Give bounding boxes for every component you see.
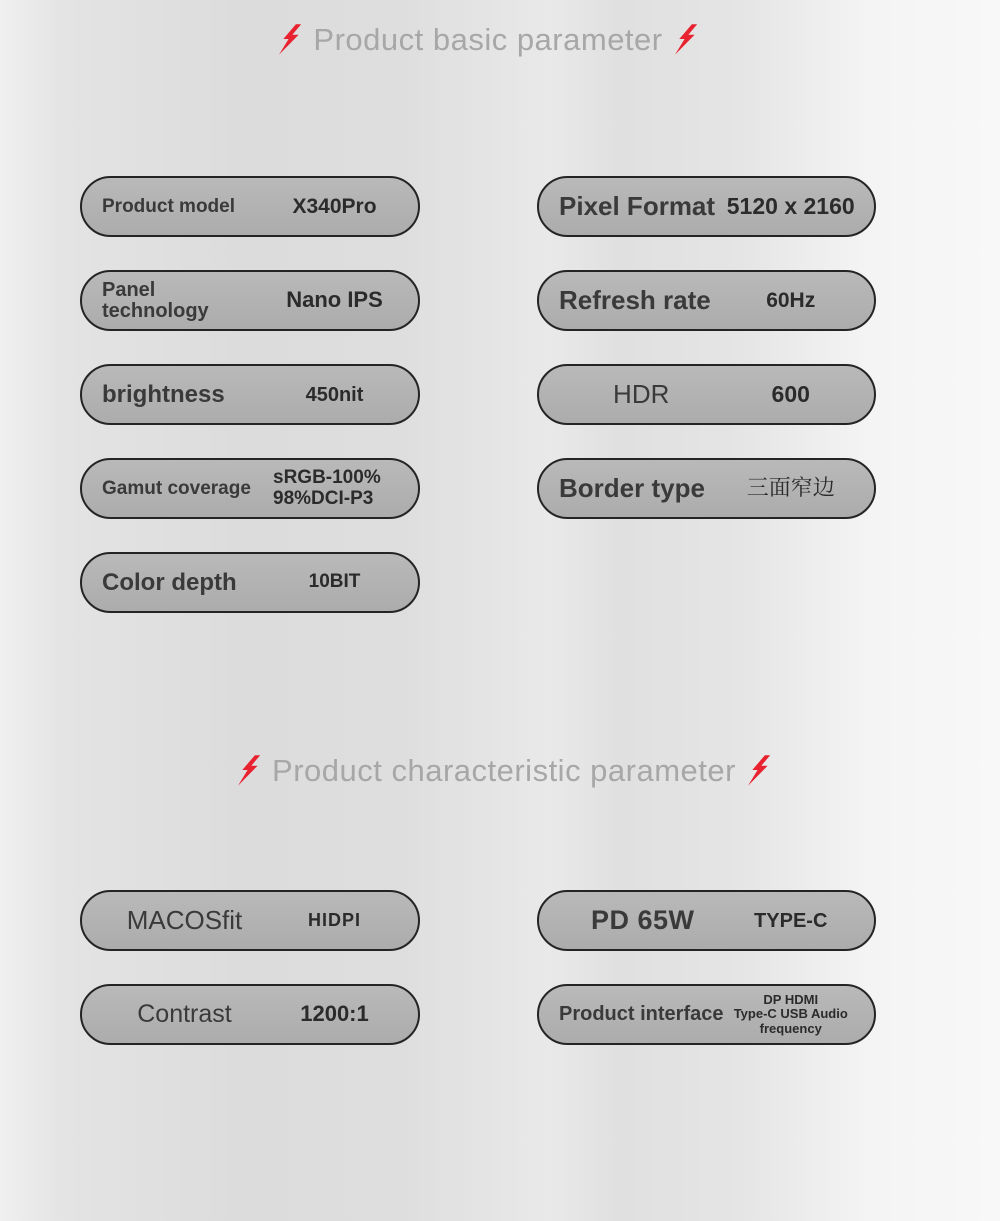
section-title-text: Product characteristic parameter <box>272 753 736 788</box>
basic-left-column <box>80 176 420 613</box>
spec-label: HDR <box>613 378 670 409</box>
spec-value <box>723 993 858 1036</box>
spec-label: Product model <box>102 195 236 217</box>
spec-value: Nano IPS <box>286 287 383 313</box>
basic-right-column <box>537 176 876 519</box>
spec-value: HIDPI <box>307 909 361 930</box>
spec-pill-brightness <box>80 364 420 425</box>
spec-pill-panel-technology <box>80 270 420 331</box>
lightning-icon <box>237 755 261 787</box>
characteristic-right-column <box>537 890 876 1045</box>
spec-label: PD 65W <box>591 905 695 936</box>
spec-pill-product-model <box>80 176 420 237</box>
spec-label: Gamut coverage <box>102 477 251 499</box>
spec-label: Refresh rate <box>559 284 711 315</box>
lightning-icon <box>673 24 697 56</box>
spec-value-line1: sRGB-100% <box>273 466 381 488</box>
lightning-icon <box>747 755 771 787</box>
spec-value: 1200:1 <box>300 1001 369 1027</box>
spec-pill-pixel-format <box>537 176 876 237</box>
spec-pill-hdr <box>537 364 876 425</box>
section-title-characteristic <box>4 753 1000 789</box>
spec-value-line1: DP HDMI <box>763 992 819 1008</box>
spec-value: 600 <box>771 380 810 407</box>
spec-pill-border-type <box>537 458 876 519</box>
spec-value: 三面窄边 <box>746 475 835 501</box>
section-title-text: Product basic parameter <box>313 22 663 57</box>
spec-pill-color-depth <box>80 552 420 613</box>
spec-value <box>267 468 402 510</box>
spec-label: Border type <box>559 472 705 503</box>
spec-label: MACOSfit <box>126 904 243 935</box>
spec-label: brightness <box>102 380 225 408</box>
spec-pill-contrast <box>80 984 420 1045</box>
characteristic-left-column <box>80 890 420 1045</box>
section-title-basic <box>0 22 988 58</box>
spec-label: Pixel Format <box>559 190 716 221</box>
spec-pill-macosfit <box>80 890 420 951</box>
spec-pill-gamut-coverage <box>80 458 420 519</box>
spec-value: 450nit <box>305 383 364 406</box>
spec-pill-product-interface <box>537 984 876 1045</box>
lightning-icon <box>278 24 302 56</box>
spec-value-line2: 98%DCI-P3 <box>273 487 374 509</box>
spec-value: 5120 x 2160 <box>726 192 855 219</box>
spec-pill-refresh-rate <box>537 270 876 331</box>
spec-pill-pd65w <box>537 890 876 951</box>
spec-label: Color depth <box>102 568 237 596</box>
spec-value: 10BIT <box>308 571 361 593</box>
spec-value: TYPE-C <box>754 909 828 932</box>
spec-value: X340Pro <box>292 194 377 218</box>
spec-value-line2: Type-C USB Audio frequency <box>733 1006 848 1036</box>
spec-label: Panel technology <box>102 278 209 322</box>
spec-value: 60Hz <box>766 288 816 312</box>
spec-label: Product interface <box>559 1003 724 1025</box>
spec-label: Contrast <box>137 1000 232 1029</box>
